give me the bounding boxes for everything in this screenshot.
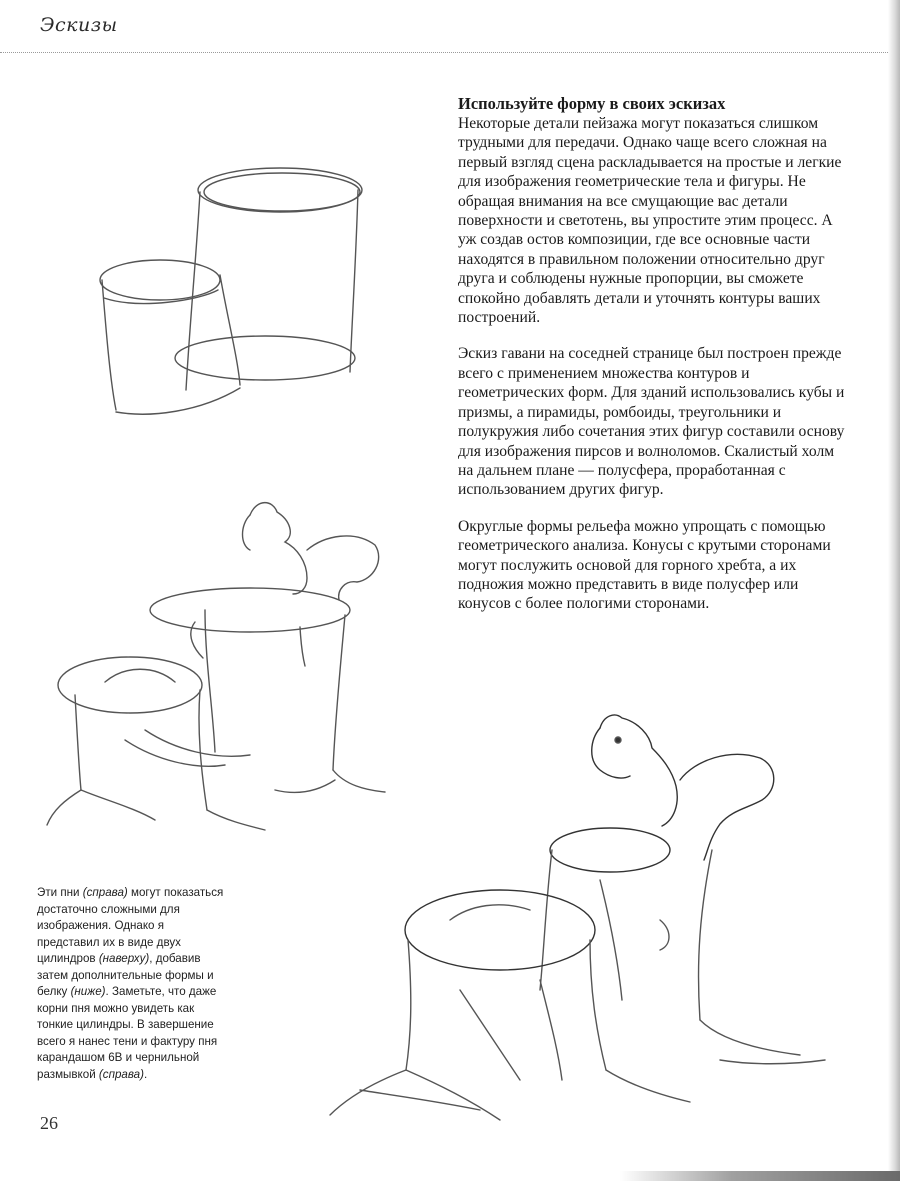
page-edge-shadow bbox=[888, 0, 900, 1181]
cylinders-sketch bbox=[90, 150, 390, 430]
paragraph-3: Округлые формы рельефа можно упрощать с помощью геометрического анализа. Конусы с крутыми сторонами могут послужить основой для горного хребта, а их подножия можно представить в виде полусфер или конусов с более пологими сторонами. bbox=[458, 517, 831, 613]
main-text bbox=[458, 93, 853, 631]
section-heading: Используйте форму в своих эскизах bbox=[458, 94, 726, 113]
paragraph-2: Эскиз гавани на соседней странице был построен прежде всего с применением множества контуров и геометрических форм. Для зданий использовались кубы и призмы, а пирамиды, ромбоиды, треугольники и полукружия либо сочетания этих фигур составили основу для изображения пирсов и волноломов. Скалистый холм на дальнем плане — полусфера, проработанная с использованием других фигур. bbox=[458, 345, 845, 499]
caption-ref: (справа) bbox=[82, 886, 128, 899]
caption-text: могут показаться достаточно сложными для изображения. Однако я представил их в виде двух цилиндров bbox=[37, 886, 224, 965]
caption-text: Эти пни bbox=[37, 886, 83, 899]
caption-ref: (наверху) bbox=[98, 952, 150, 965]
page-number: 26 bbox=[40, 1113, 58, 1133]
caption-text: . Заметьте, что даже корни пня можно увидеть как тонкие цилиндры. В завершение всего я нанес тени и фактуру пня карандашом 6В и чернильной размывкой bbox=[37, 985, 218, 1081]
section-title: Эскизы bbox=[40, 14, 118, 36]
page-bottom-shadow bbox=[620, 1171, 900, 1181]
caption-ref: (ниже) bbox=[70, 985, 106, 998]
paragraph-1: Некоторые детали пейзажа могут показаться слишком трудными для передачи. Однако чаще всего сложная на первый взгляд сцена раскладывается на простые и легкие для изображения геометрические тела и фигуры. Не обращая внимания на все смущающие вас детали поверхности и светотень, вы упростите этим процесс. А уж создав остов композиции, где все основные части находятся в правильном положении относительно друг друга и соблюдены нужные пропорции, вы сможете спокойно добавлять детали и уточнять контуры ваших построений. bbox=[458, 115, 842, 327]
caption-text: . bbox=[143, 1067, 148, 1081]
illustration-caption bbox=[37, 885, 225, 1083]
caption-ref: (справа) bbox=[98, 1067, 144, 1081]
caption-text: , добавив затем дополнительные формы и белку bbox=[37, 952, 214, 998]
running-header bbox=[0, 0, 900, 53]
stumps-squirrel-shaded-drawing bbox=[300, 700, 840, 1130]
